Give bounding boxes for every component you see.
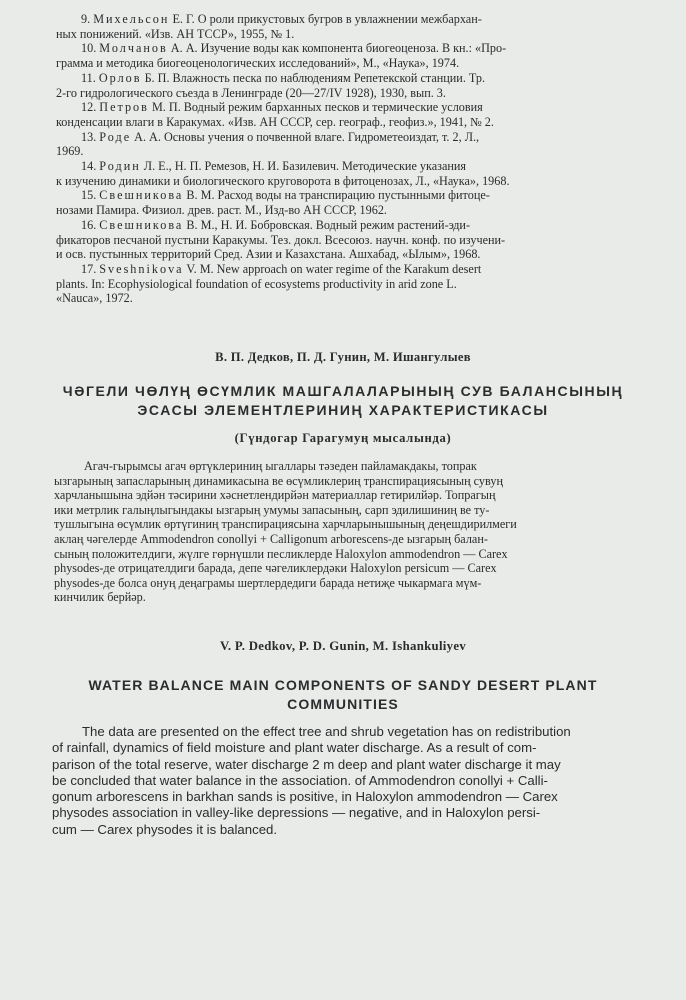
reference-item — [56, 100, 634, 129]
reference-text: В. М., Н. И. Бобровская. Водный режим растений-эди- — [183, 217, 471, 232]
reference-author: Свешникова — [99, 188, 184, 203]
article-title: COMMUNITIES — [287, 696, 399, 712]
reference-number: 17. — [81, 261, 97, 276]
reference-item — [56, 41, 634, 70]
reference-item — [56, 71, 634, 100]
article-title: ЧӘГЕЛИ ЧӨЛҮҢ ӨСҮМЛИК МАШГАЛАЛАРЫНЫҢ СУВ БАЛАНСЫНЫҢ — [62, 383, 624, 399]
reference-number: 13. — [81, 129, 97, 144]
reference-text: Б. П. Влажность песка по наблюдениям Репетекской станции. Тр. — [141, 70, 486, 85]
reference-first-line — [56, 71, 634, 86]
reference-continuation: фикаторов песчаной пустыни Каракумы. Тез. докл. Всесоюз. научн. конф. по изучени- — [56, 232, 506, 247]
reference-continuation: и осв. пустынных территорий Сред. Азии и Казахстана. Ашхабад, «Ылым», 1968. — [56, 247, 481, 262]
reference-first-line — [56, 262, 634, 277]
reference-text: Е. Г. О роли прикустовых бугров в увлажнении межбархан- — [169, 12, 482, 26]
abstract-line: parison of the total reserve, water discharge 2 m deep and plant water discharge it may — [52, 756, 561, 772]
reference-list — [56, 12, 634, 306]
reference-text: А. А. Изучение воды как компонента биогеоценоза. В кн.: «Про- — [167, 41, 507, 56]
reference-number: 16. — [81, 217, 97, 232]
reference-continuation: plants. In: Ecophysiological foundation of ecosystems productivity in arid zone L. — [56, 276, 457, 291]
reference-continuation: ных понижений. «Изв. АН ТССР», 1955, № 1. — [56, 26, 295, 41]
abstract-line: Агач-гырымсы агач өртүклериниң ыгаллары тәзеден пайламакдакы, топрак — [84, 459, 477, 473]
reference-first-line — [56, 218, 634, 233]
reference-first-line — [56, 130, 634, 145]
reference-text: В. М. Расход воды на транспирацию пустынными фитоце- — [183, 188, 490, 203]
article-authors: В. П. Дедков, П. Д. Гунин, М. Ишангулыев — [215, 350, 471, 364]
reference-first-line — [56, 12, 634, 27]
reference-author: Петров — [99, 100, 149, 115]
reference-continuation: «Nauca», 1972. — [56, 291, 133, 306]
reference-continuation: 1969. — [56, 144, 84, 159]
reference-author: Свешникова — [99, 217, 184, 232]
abstract-line: ызгарының запасларының динамикасына ве өсүмликлериң транспирациясының сувуң — [54, 473, 503, 488]
abstract-line: of rainfall, dynamics of field moisture and plant water discharge. As a result of com- — [52, 740, 537, 756]
reference-text: Л. Е., Н. П. Ремезов, Н. И. Базилевич. Методические указания — [140, 159, 467, 174]
reference-author: Молчанов — [99, 41, 168, 56]
reference-text: V. M. New approach on water regime of the Karakum desert — [183, 261, 482, 276]
abstract-line: be concluded that water balance in the association. of Ammodendron conollyi + Calli- — [52, 772, 548, 788]
abstract-line: аклаң чәгелерде Ammodendron conollyi + Calligonum arborescens-де ызгарың балан- — [54, 531, 488, 546]
reference-first-line — [56, 100, 634, 115]
article-title: WATER BALANCE MAIN COMPONENTS OF SANDY DESERT PLANT — [88, 677, 598, 693]
reference-author: Роде — [99, 129, 132, 144]
article-subtitle: (Гүндогар Гарагумуң мысалында) — [234, 431, 452, 445]
abstract-line: physodes-де болса онуң деңаграмы шертлердедиги барада нетиҗе чыкармага мүм- — [54, 575, 482, 590]
abstract — [54, 459, 638, 605]
reference-item — [56, 130, 634, 159]
abstract-line: physodes association in valley-like depressions — negative, and in Haloxylon persi- — [52, 805, 541, 821]
reference-continuation: 2-го гидрологического съезда в Ленинграде (20—27/IV 1928), 1930, вып. 3. — [56, 85, 446, 100]
reference-continuation: конденсации влаги в Каракумах. «Изв. АН СССР, сер. географ., геофиз.», 1941, № 2. — [56, 114, 494, 129]
reference-author: Михельсон — [93, 12, 170, 26]
abstract-line: gonum arborescens in barkhan sands is positive, in Haloxylon ammodendron — Carex — [52, 789, 558, 805]
reference-number: 10. — [81, 41, 97, 56]
reference-item — [56, 218, 634, 262]
reference-item — [56, 159, 634, 188]
reference-continuation: грамма и методика биогеоценологических исследований», М., «Наука», 1974. — [56, 56, 460, 71]
reference-number: 11. — [81, 70, 96, 85]
article-authors: V. P. Dedkov, P. D. Gunin, M. Ishankuliyev — [219, 639, 467, 653]
abstract-line: cum — Carex physodes it is balanced. — [52, 821, 278, 837]
abstract-line: physodes-де отрицателдиги барада, депе чәгеликлердәки Haloxylon persicum — Carex — [54, 561, 497, 576]
reference-item — [56, 188, 634, 217]
reference-item — [56, 12, 634, 41]
abstract-line: The data are presented on the effect tree and shrub vegetation has on redistribution — [82, 724, 571, 739]
reference-text: А. А. Основы учения о почвенной влаге. Гидрометеоиздат, т. 2, Л., — [131, 129, 480, 144]
abstract-line: ики метрлик галыңлыгындакы ызгарың умумы запасының, сарп эдилишиниң ве ту- — [54, 502, 490, 517]
reference-first-line — [56, 41, 634, 56]
reference-number: 14. — [81, 159, 97, 174]
reference-first-line — [56, 188, 634, 203]
reference-number: 9. — [81, 12, 91, 26]
reference-author: Орлов — [98, 70, 142, 85]
article-title: ЭСАСЫ ЭЛЕМЕНТЛЕРИНИҢ ХАРАКТЕРИСТИКАСЫ — [137, 402, 549, 418]
reference-item — [56, 262, 634, 306]
reference-number: 15. — [81, 188, 97, 203]
abstract-line: кинчилик берйәр. — [54, 590, 146, 605]
reference-author: Sveshnikova — [99, 261, 184, 276]
abstract-line: харчланышына эдйән тәсирини хәснетлендирйән материаллар гетирилйәр. Топрагың — [54, 488, 496, 503]
reference-number: 12. — [81, 100, 97, 115]
abstract-line: сының положителдиги, жүлге гөрнүшли песликлерде Haloxylon ammodendron — Carex — [54, 546, 508, 561]
reference-continuation: к изучению динамики и биологического круговорота в фитоценозах, Л., «Наука», 1968. — [56, 173, 510, 188]
reference-text: М. П. Водный режим барханных песков и термические условия — [148, 100, 483, 115]
reference-continuation: нозами Памира. Физиол. древ. раст. М., Изд-во АН СССР, 1962. — [56, 203, 387, 218]
reference-author: Родин — [99, 159, 141, 174]
abstract — [52, 724, 642, 838]
abstract-line: тушлыгына өсүмлик өртүгиниң транспирациясына харчларынышының деңешдирилмеги — [54, 517, 517, 532]
reference-first-line — [56, 159, 634, 174]
